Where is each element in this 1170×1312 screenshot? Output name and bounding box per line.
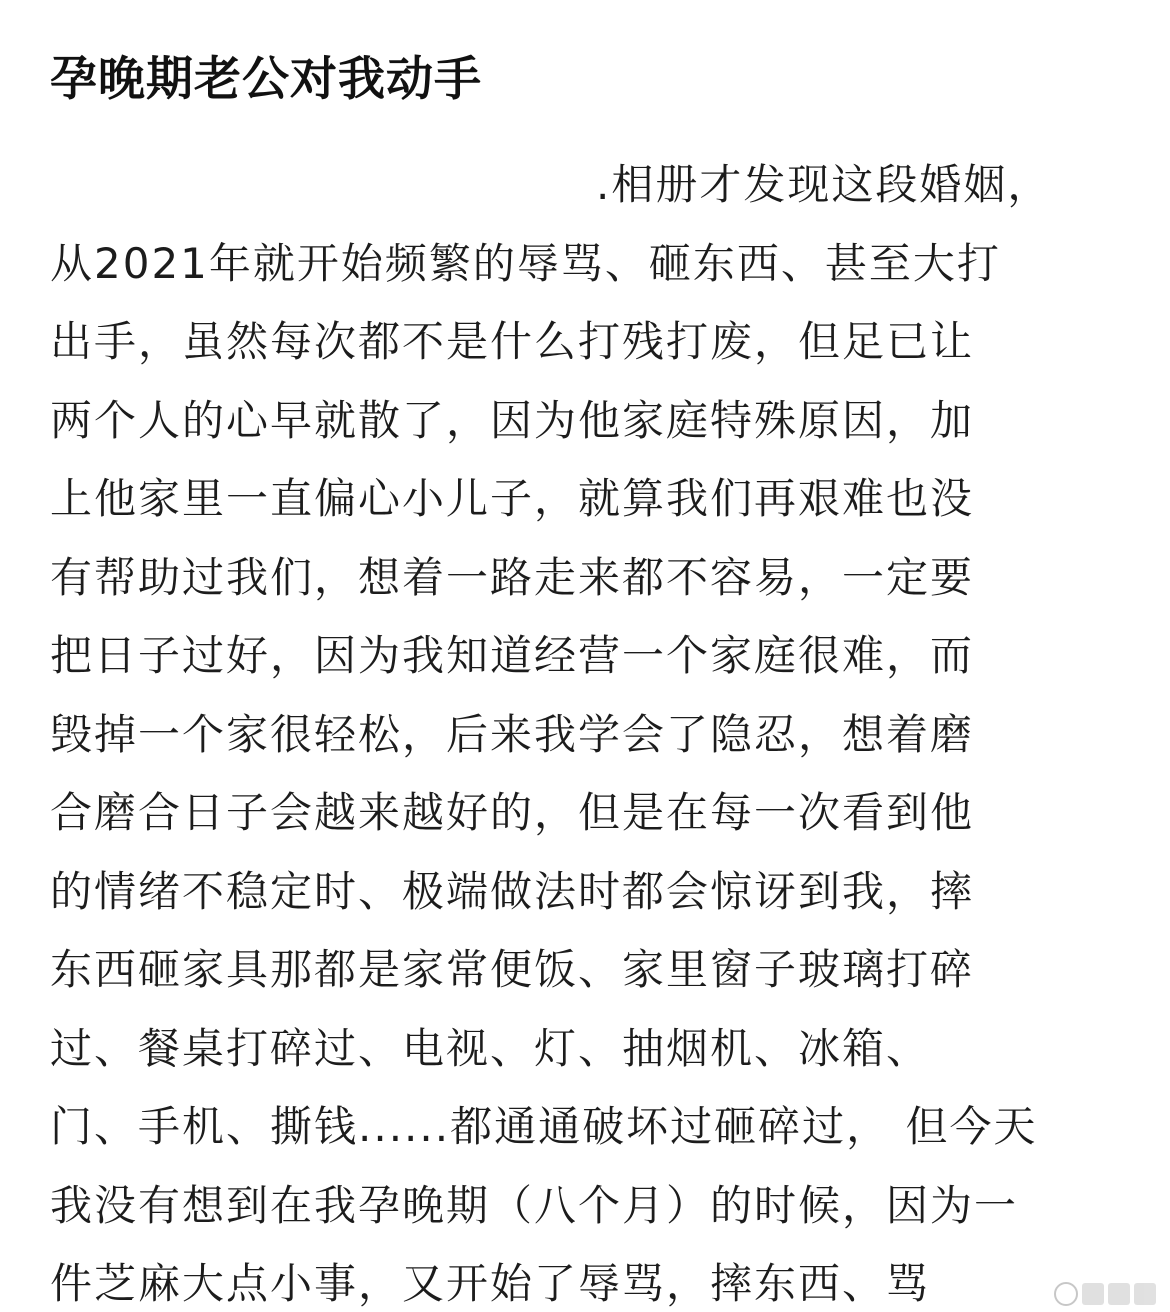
body-line-2: 从2021年就开始频繁的辱骂、砸东西、甚至大打 — [50, 238, 1001, 288]
body-line-14: 我没有想到在我孕晚期（八个月）的时候，因为一 — [50, 1180, 1019, 1230]
watermark-glyph — [1108, 1283, 1130, 1305]
body-line-9: 合磨合日子会越来越好的，但是在每一次看到他 — [50, 788, 975, 837]
body-line-4: 两个人的心早就散了，因为他家庭特殊原因，加 — [50, 395, 975, 445]
watermark-glyph — [1082, 1283, 1104, 1305]
post-title: 孕晚期老公对我动手 — [50, 52, 482, 107]
body-line-15: 件芝麻大点小事，又开始了辱骂，摔东西、骂 — [50, 1259, 931, 1308]
body-line-1: .相册才发现这段婚姻， — [596, 160, 1052, 209]
body-line-7: 把日子过好，因为我知道经营一个家庭很难，而 — [50, 631, 975, 680]
post-body — [50, 146, 1130, 1312]
body-line-3: 出手，虽然每次都不是什么打残打废，但足已让 — [50, 317, 975, 366]
watermark — [1054, 1282, 1156, 1306]
watermark-glyph — [1134, 1283, 1156, 1305]
body-line-12: 过、餐桌打碎过、电视、灯、抽烟机、冰箱、 — [50, 1023, 931, 1073]
body-line-5: 上他家里一直偏心小儿子，就算我们再艰难也没 — [50, 474, 975, 523]
body-line-6: 有帮助过我们，想着一路走来都不容易，一定要 — [50, 552, 975, 602]
body-line-13: 门、手机、撕钱......都通通破坏过砸碎过， 但今天 — [50, 1102, 1038, 1151]
watermark-logo-icon — [1054, 1282, 1078, 1306]
body-line-11: 东西砸家具那都是家常便饭、家里窗子玻璃打碎 — [50, 945, 975, 994]
body-line-10: 的情绪不稳定时、极端做法时都会惊讶到我，摔 — [50, 866, 975, 916]
body-line-8: 毁掉一个家很轻松，后来我学会了隐忍，想着磨 — [50, 709, 975, 759]
